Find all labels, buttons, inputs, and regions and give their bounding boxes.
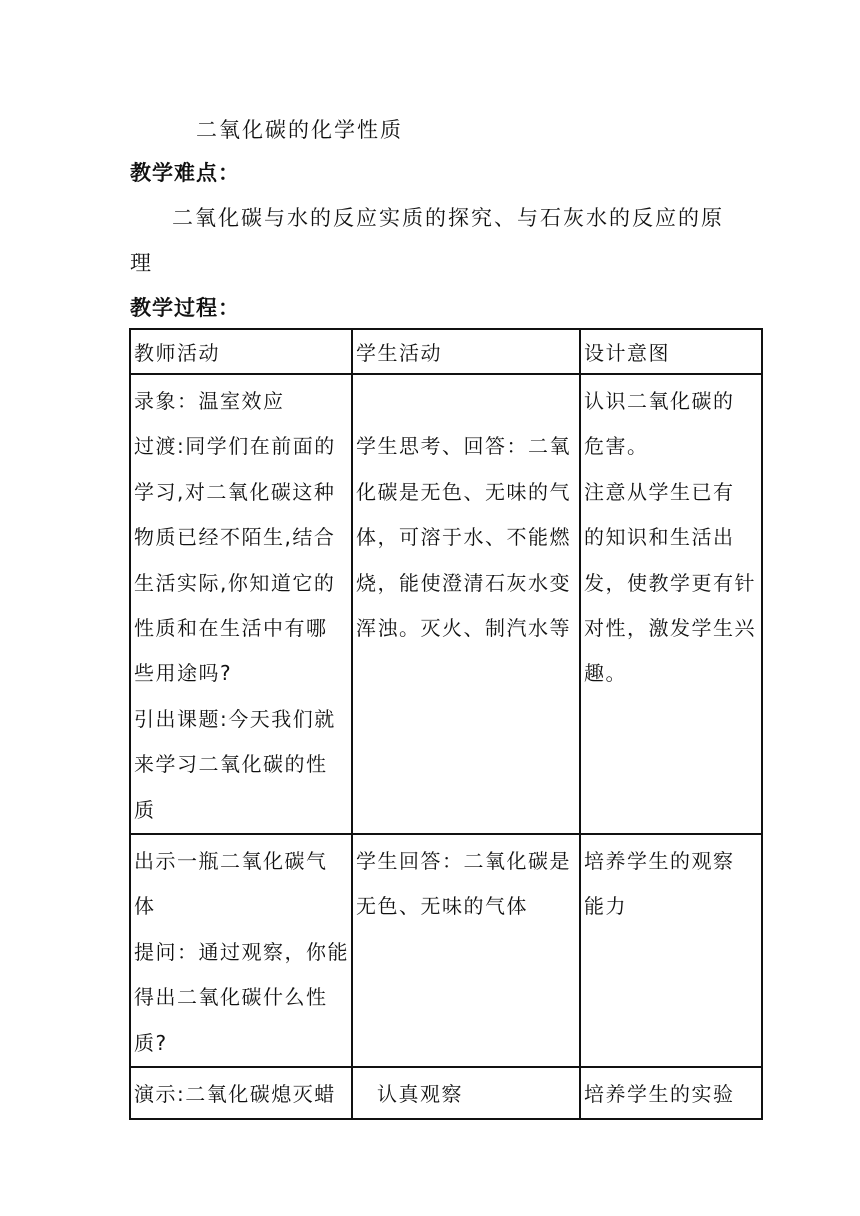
- lesson-process-table: [129, 328, 763, 1120]
- difficulty-text-line1: 二氧化碳与水的反应实质的探究、与石灰水的反应的原: [172, 206, 724, 230]
- header-design-intent: 设计意图: [580, 329, 762, 374]
- table-header-row: [130, 329, 762, 374]
- design-intent-cell: [580, 374, 762, 834]
- cell-line: 体: [134, 894, 156, 919]
- student-activity-cell: [352, 834, 580, 1067]
- cell-line: 认真观察: [377, 1082, 463, 1107]
- table-row: [130, 374, 762, 834]
- teacher-activity-cell: [130, 374, 352, 834]
- process-heading: 教学过程：: [130, 296, 240, 320]
- cell-line: 危害。: [584, 434, 649, 459]
- cell-line: 录象：温室效应: [134, 389, 285, 413]
- header-student-activity: 学生活动: [352, 329, 580, 374]
- cell-line: 的知识和生活出: [584, 525, 735, 550]
- student-activity-cell: [352, 1067, 580, 1118]
- cell-line: 能力: [584, 894, 627, 919]
- cell-line: 学生回答：二氧化碳是: [356, 849, 571, 874]
- cell-line: 性质和在生活中有哪: [134, 616, 328, 641]
- design-intent-cell: [580, 1067, 762, 1118]
- cell-line: 些用途吗?: [134, 661, 233, 686]
- cell-line: 对性，激发学生兴: [584, 616, 756, 641]
- cell-line: 浑浊。灭火、制汽水等: [356, 616, 571, 641]
- cell-line: 来学习二氧化碳的性: [134, 752, 328, 777]
- cell-line: 质?: [134, 1030, 168, 1055]
- header-teacher-activity: 教师活动: [130, 329, 352, 374]
- cell-line: 烧，能使澄清石灰水变: [356, 570, 571, 595]
- cell-line: 得出二氧化碳什么性: [134, 985, 328, 1010]
- cell-line: 培养学生的观察: [584, 849, 735, 874]
- cell-line: 过渡:同学们在前面的: [134, 434, 336, 459]
- difficulty-heading: 教学难点：: [130, 161, 240, 185]
- difficulty-text-line2: 理: [130, 251, 153, 275]
- cell-line: 培养学生的实验: [584, 1082, 735, 1107]
- cell-line: 学生思考、回答：二氧: [356, 434, 571, 459]
- topic-line: 二氧化碳的化学性质: [196, 118, 403, 142]
- cell-line: 引出课题:今天我们就: [134, 706, 336, 731]
- cell-line: 生活实际,你知道它的: [134, 570, 336, 595]
- cell-line: 化碳是无色、无味的气: [356, 479, 571, 504]
- cell-line: 认识二氧化碳的: [584, 389, 735, 413]
- table-row: [130, 834, 762, 1067]
- cell-line: 物质已经不陌生,结合: [134, 525, 336, 550]
- teacher-activity-cell: [130, 1067, 352, 1118]
- student-activity-cell: [352, 374, 580, 834]
- teacher-activity-cell: [130, 834, 352, 1067]
- cell-line: 无色、无味的气体: [356, 894, 528, 919]
- cell-line: 体，可溶于水、不能燃: [356, 525, 571, 550]
- cell-line: 提问：通过观察，你能: [134, 939, 349, 964]
- design-intent-cell: [580, 834, 762, 1067]
- cell-line: 趣。: [584, 661, 627, 686]
- cell-line: 演示:二氧化碳熄灭蜡: [134, 1082, 336, 1107]
- cell-line: 注意从学生已有: [584, 479, 735, 504]
- cell-line-spacer: [356, 379, 579, 424]
- table-row: [130, 1067, 762, 1118]
- cell-line: 发，使教学更有针: [584, 570, 756, 595]
- cell-line: 学习,对二氧化碳这种: [134, 479, 336, 504]
- cell-line: 出示一瓶二氧化碳气: [134, 849, 328, 874]
- cell-line: 质: [134, 797, 156, 822]
